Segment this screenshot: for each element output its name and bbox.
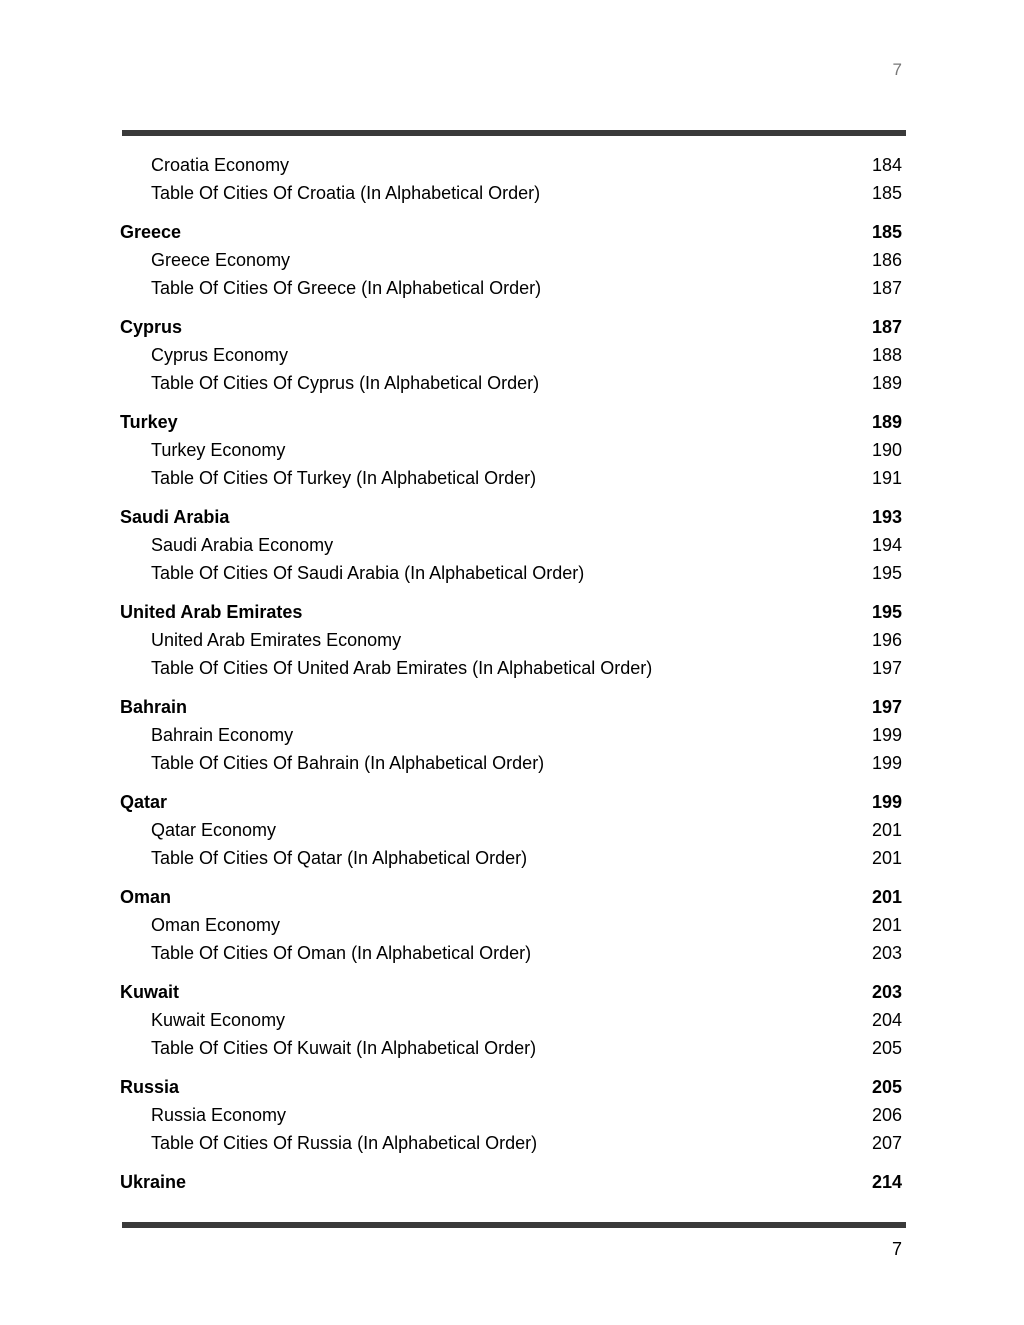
toc-heading-page: 189 [871, 412, 902, 432]
footer-rule [122, 1222, 906, 1228]
toc-entry-label: Table Of Cities Of Saudi Arabia (In Alphabetical Order) [151, 563, 585, 583]
toc-entry[interactable] [120, 1129, 904, 1157]
toc-heading-label: Saudi Arabia [120, 507, 230, 527]
toc-heading[interactable] [120, 883, 904, 911]
toc-heading-label: Greece [120, 222, 182, 242]
toc-entry-page: 188 [871, 345, 902, 365]
toc-section-united-arab-emirates [120, 598, 904, 682]
toc-entry-page: 185 [871, 183, 902, 203]
toc-entry-page: 205 [871, 1038, 902, 1058]
toc-entry-label: Oman Economy [151, 915, 281, 935]
toc-entry[interactable] [120, 844, 904, 872]
toc-entry[interactable] [120, 179, 904, 207]
toc-entry-page: 191 [871, 468, 902, 488]
footer-page-number: 7 [891, 1239, 902, 1259]
toc-heading-label: Cyprus [120, 317, 183, 337]
toc-entry-label: Saudi Arabia Economy [151, 535, 334, 555]
toc-entry-page: 187 [871, 278, 902, 298]
header-rule [122, 130, 906, 136]
toc-entry-label: Table Of Cities Of Bahrain (In Alphabetical Order) [151, 753, 545, 773]
toc-entry[interactable] [120, 939, 904, 967]
toc-entry-label: Qatar Economy [151, 820, 277, 840]
toc-heading[interactable] [120, 598, 904, 626]
toc-entry[interactable] [120, 721, 904, 749]
toc-entry-label: Cyprus Economy [151, 345, 289, 365]
toc-entry-page: 189 [871, 373, 902, 393]
table-of-contents [120, 151, 904, 1207]
toc-section-bahrain [120, 693, 904, 777]
toc-entry[interactable] [120, 151, 904, 179]
toc-heading-label: Ukraine [120, 1172, 187, 1192]
toc-entry-page: 207 [871, 1133, 902, 1153]
toc-heading-page: 203 [871, 982, 902, 1002]
toc-entry[interactable] [120, 654, 904, 682]
toc-entry-page: 194 [871, 535, 902, 555]
toc-heading-page: 193 [871, 507, 902, 527]
toc-section-ukraine [120, 1168, 904, 1196]
toc-section-kuwait [120, 978, 904, 1062]
toc-heading[interactable] [120, 978, 904, 1006]
toc-heading-label: United Arab Emirates [120, 602, 303, 622]
toc-entry-page: 199 [871, 725, 902, 745]
toc-entry[interactable] [120, 246, 904, 274]
toc-heading-page: 185 [871, 222, 902, 242]
toc-heading-label: Qatar [120, 792, 168, 812]
toc-entry-label: Table Of Cities Of Greece (In Alphabetical Order) [151, 278, 542, 298]
toc-section-turkey [120, 408, 904, 492]
toc-heading[interactable] [120, 1073, 904, 1101]
toc-section-oman [120, 883, 904, 967]
toc-section-russia [120, 1073, 904, 1157]
toc-heading[interactable] [120, 693, 904, 721]
toc-heading-label: Kuwait [120, 982, 180, 1002]
toc-entry-page: 190 [871, 440, 902, 460]
toc-entry[interactable] [120, 531, 904, 559]
toc-entry[interactable] [120, 274, 904, 302]
toc-section-saudi-arabia [120, 503, 904, 587]
toc-heading-label: Oman [120, 887, 172, 907]
header-page-number: 7 [892, 60, 902, 79]
toc-entry-label: Table Of Cities Of Turkey (In Alphabetical Order) [151, 468, 537, 488]
toc-entry[interactable] [120, 369, 904, 397]
toc-entry-page: 203 [871, 943, 902, 963]
toc-entry-label: Croatia Economy [151, 155, 290, 175]
toc-entry-page: 201 [871, 915, 902, 935]
toc-heading-page: 195 [871, 602, 902, 622]
toc-entry-page: 201 [871, 848, 902, 868]
toc-heading[interactable] [120, 503, 904, 531]
toc-entry-page: 186 [871, 250, 902, 270]
toc-heading[interactable] [120, 218, 904, 246]
toc-heading-label: Turkey [120, 412, 178, 432]
toc-section-croatia [120, 151, 904, 207]
toc-entry-page: 196 [871, 630, 902, 650]
toc-entry-label: Table Of Cities Of Oman (In Alphabetical Order) [151, 943, 532, 963]
toc-entry-label: Kuwait Economy [151, 1010, 286, 1030]
toc-heading-page: 214 [871, 1172, 902, 1192]
toc-entry-label: Table Of Cities Of Croatia (In Alphabetical Order) [151, 183, 541, 203]
toc-section-qatar [120, 788, 904, 872]
toc-entry-page: 201 [871, 820, 902, 840]
toc-entry-page: 206 [871, 1105, 902, 1125]
toc-entry-label: United Arab Emirates Economy [151, 630, 402, 650]
toc-entry-label: Table Of Cities Of Russia (In Alphabetical Order) [151, 1133, 538, 1153]
toc-heading-page: 197 [871, 697, 902, 717]
toc-heading-page: 187 [871, 317, 902, 337]
toc-entry[interactable] [120, 559, 904, 587]
toc-entry-page: 195 [871, 563, 902, 583]
toc-entry[interactable] [120, 436, 904, 464]
toc-heading[interactable] [120, 313, 904, 341]
toc-entry-page: 204 [871, 1010, 902, 1030]
toc-entry-label: Table Of Cities Of Cyprus (In Alphabetical Order) [151, 373, 540, 393]
toc-section-greece [120, 218, 904, 302]
toc-entry[interactable] [120, 816, 904, 844]
toc-entry-label: Russia Economy [151, 1105, 287, 1125]
toc-entry-label: Table Of Cities Of United Arab Emirates (In Alphabetical Order) [151, 658, 653, 678]
toc-heading-page: 199 [871, 792, 902, 812]
toc-entry-page: 184 [871, 155, 902, 175]
toc-entry-page: 199 [871, 753, 902, 773]
toc-entry[interactable] [120, 341, 904, 369]
toc-entry[interactable] [120, 911, 904, 939]
toc-heading[interactable] [120, 408, 904, 436]
toc-entry[interactable] [120, 1101, 904, 1129]
toc-entry-label: Bahrain Economy [151, 725, 294, 745]
toc-heading[interactable] [120, 1168, 904, 1196]
toc-heading-page: 205 [871, 1077, 902, 1097]
toc-heading-label: Russia [120, 1077, 180, 1097]
toc-entry[interactable] [120, 464, 904, 492]
toc-entry-label: Greece Economy [151, 250, 291, 270]
toc-entry-label: Turkey Economy [151, 440, 286, 460]
toc-entry[interactable] [120, 626, 904, 654]
toc-heading-page: 201 [871, 887, 902, 907]
toc-entry[interactable] [120, 1006, 904, 1034]
toc-entry-page: 197 [871, 658, 902, 678]
toc-entry-label: Table Of Cities Of Qatar (In Alphabetical Order) [151, 848, 528, 868]
toc-heading-label: Bahrain [120, 697, 188, 717]
toc-heading[interactable] [120, 788, 904, 816]
toc-entry[interactable] [120, 749, 904, 777]
toc-entry-label: Table Of Cities Of Kuwait (In Alphabetical Order) [151, 1038, 537, 1058]
toc-section-cyprus [120, 313, 904, 397]
toc-entry[interactable] [120, 1034, 904, 1062]
